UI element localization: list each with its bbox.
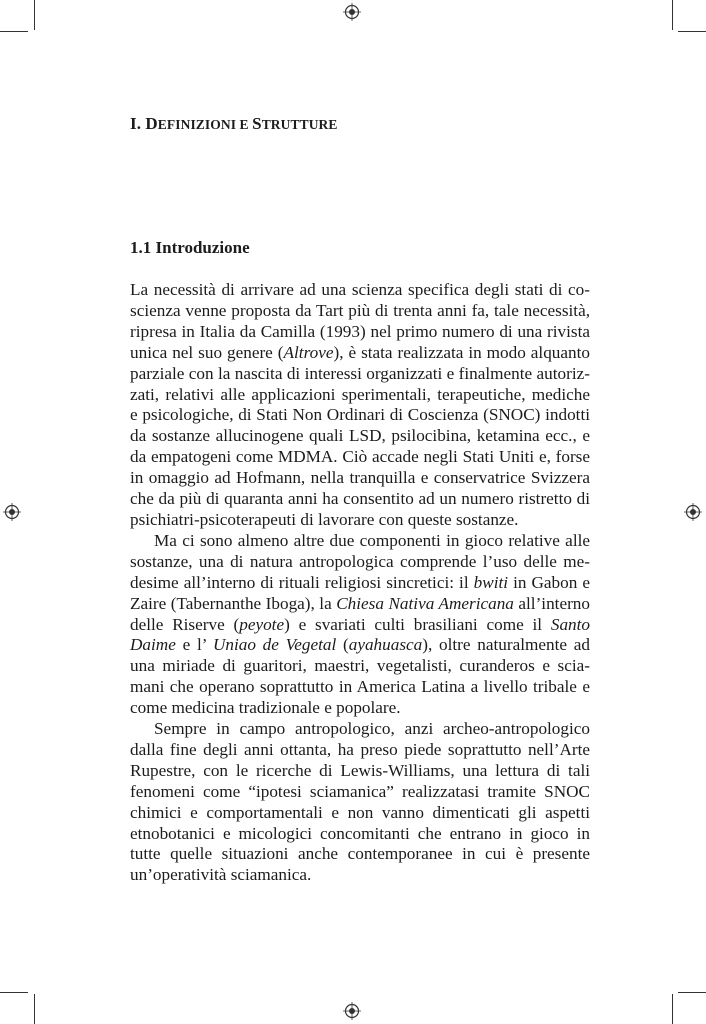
paragraph-text: ), è stata realizzata in modo alquanto parziale con la nascita di interessi organizzati e finalmente autorizzati, relativi alle applicazioni sperimentali, terapeutiche, mediche e psicologiche, di Stati Non Ordinari di Coscienza (SNOC) indotti da sostanze allucinogene quali LSD, psilocibina, ketamina ecc., e da empatogeni come MDMA. Ciò accade negli Stati Uniti e, forse in omaggio ad Hofmann, nella tranquilla e conservatrice Svizzera che da più di quaranta anni ha consentito ad un numero ristretto di psichiatri-psicoterapeuti di lavorare con queste sostanze. [130, 342, 590, 529]
italic-term: Chiesa Nativa Americana [336, 593, 514, 613]
paragraph-2 [130, 531, 590, 719]
crop-mark-bottom-left [34, 994, 35, 1024]
section-title: 1.1 Introduzione [130, 238, 250, 257]
chapter-title-cap-2: S [252, 114, 262, 133]
chapter-title-smallcaps-2: TRUTTURE [261, 117, 338, 132]
crop-mark-top-right-h [678, 31, 706, 32]
paragraph-1 [130, 280, 590, 531]
registration-mark-left-icon [3, 503, 21, 521]
paragraph-text: ), oltre naturalmente ad una miriade di guaritori, maestri, vegetalisti, curanderos e sciamani che operano soprattutto in America Latina a livello tribale e come medicina tradizionale e popolare. [130, 635, 590, 718]
chapter-title-lead: I. D [130, 114, 158, 133]
crop-mark-bottom-left-h [0, 992, 28, 993]
paragraph-text: ( [336, 635, 349, 655]
paragraph-text: all’interno delle Riserve ( [130, 593, 590, 634]
italic-term: Altrove [283, 342, 334, 362]
paragraph-text: Ma ci sono almeno altre due componenti in gioco relative alle sostanze, una di natura antropologica comprende l’uso delle medesime all’interno di rituali religiosi sincretici: il [130, 530, 590, 592]
crop-mark-top-left [34, 0, 35, 30]
registration-mark-bottom-icon [343, 1002, 361, 1020]
italic-term: Uniao de Vegetal [212, 635, 337, 655]
paragraph-text: in Gabon e Zaire (Tabernanthe Iboga), la [130, 572, 590, 613]
crop-mark-bottom-right [672, 994, 673, 1024]
paragraph-text: e l’ [175, 635, 213, 655]
chapter-title [130, 114, 338, 134]
italic-term: ayahuasca [348, 635, 423, 655]
paragraph-3 [130, 719, 590, 886]
italic-term: peyote [239, 614, 285, 634]
crop-mark-top-right [672, 0, 673, 30]
paragraph-text: Sempre in campo antropologico, anzi archeo-antropologico dalla fine degli anni ottanta, ha preso piede soprattutto nell’Arte Rupestre, con le ricerche di Lewis-Williams, una lettura di tali fenomeni come “ipotesi sciamanica” realizzatasi tramite SNOC chimici e comportamentali e non vanno dimenticati gli aspetti etnobotanici e micologici concomitanti che entrano in gioco in tutte quelle situazioni anche contemporanee in cui è presente un’operatività sciamanica. [130, 719, 590, 885]
italic-term: Santo Daime [130, 614, 590, 655]
crop-mark-bottom-right-h [678, 992, 706, 993]
registration-mark-top-icon [343, 3, 361, 21]
paragraph-text: ) e svariati culti brasiliani come il [284, 614, 551, 634]
italic-term: bwiti [473, 572, 509, 592]
crop-mark-top-left-h [0, 31, 28, 32]
registration-mark-right-icon [684, 503, 702, 521]
chapter-title-smallcaps-1: EFINIZIONI E [157, 117, 253, 132]
paragraph-text: La necessità di arrivare ad una scienza specifica degli stati di coscienza venne proposta da Tart più di trenta anni fa, tale necessità, ripresa in Italia da Camilla (1993) nel primo numero di una rivista unica nel suo genere ( [130, 280, 590, 362]
body-text [130, 280, 590, 886]
